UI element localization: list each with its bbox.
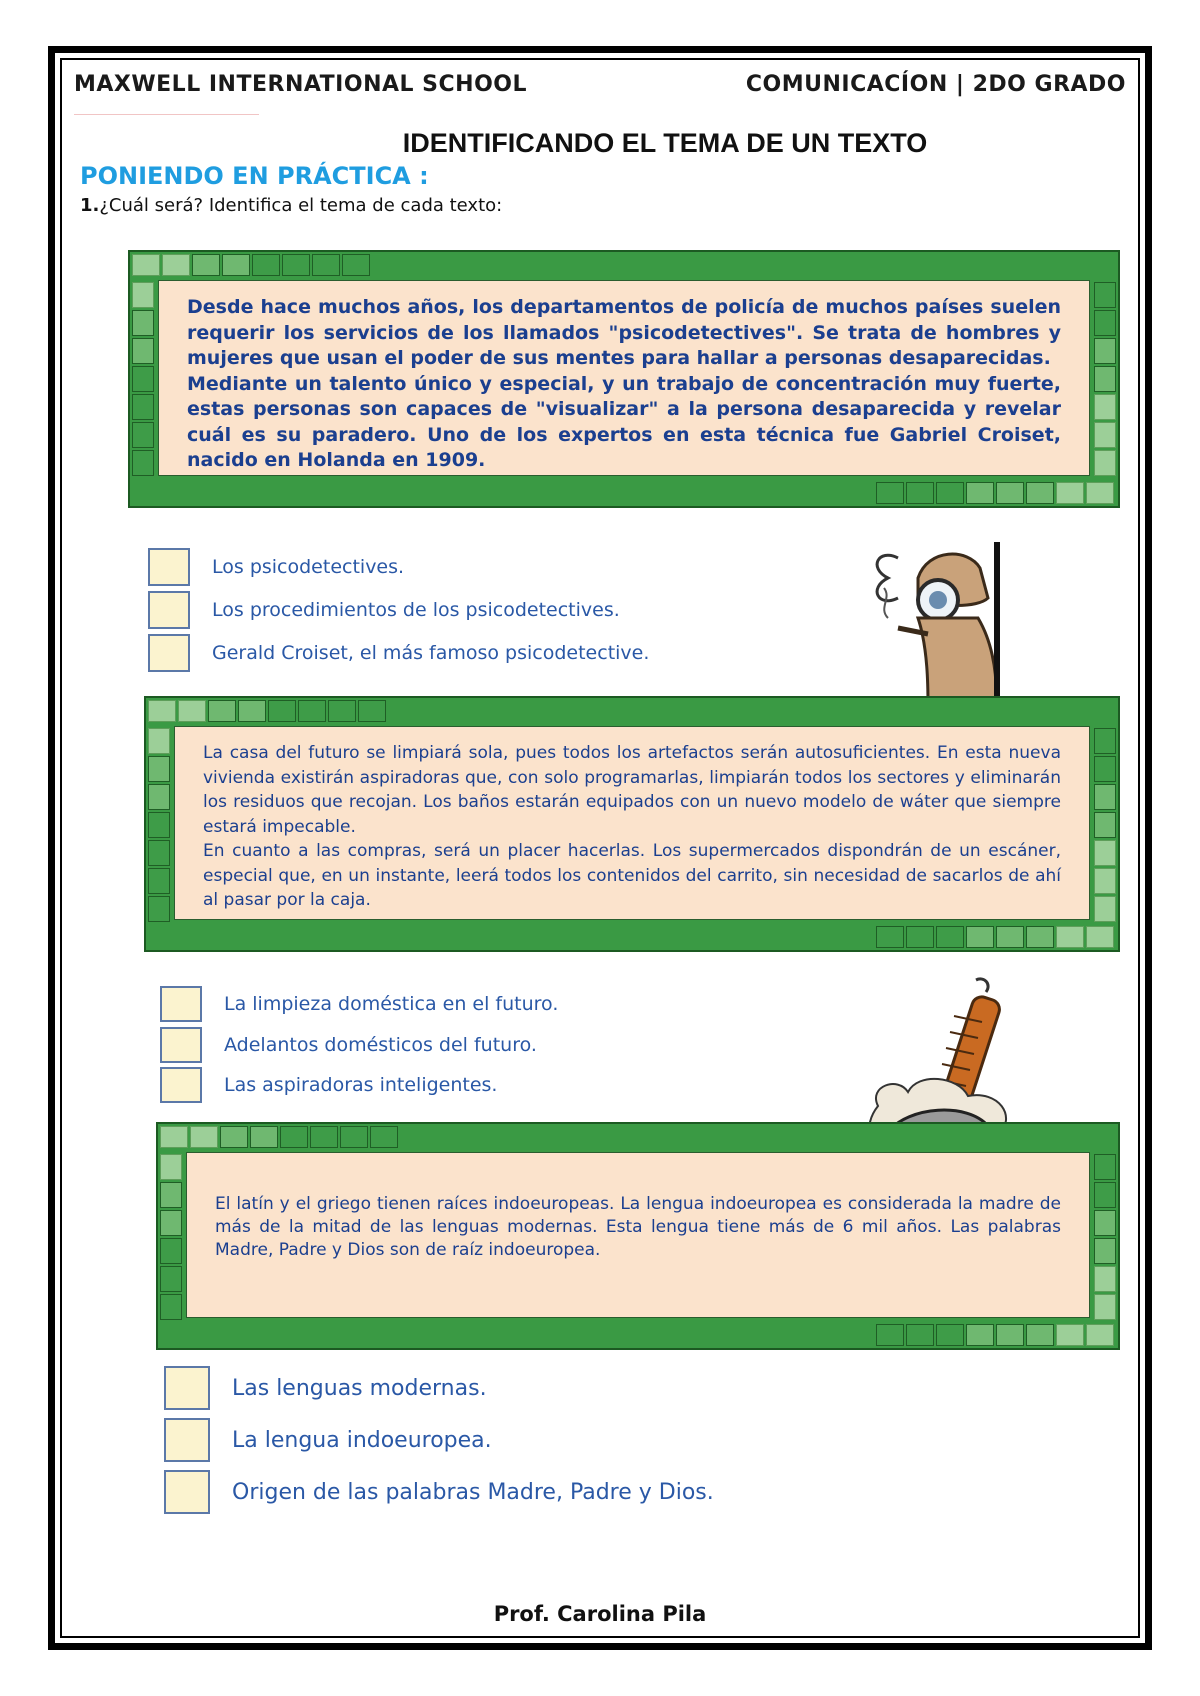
passage-3-option-3[interactable] [164, 1470, 714, 1514]
worksheet-title: IDENTIFICANDO EL TEMA DE UN TEXTO [402, 128, 928, 158]
option-label: Adelantos domésticos del futuro. [224, 1034, 537, 1056]
instruction-text: ¿Cuál será? Identifica el tema de cada texto: [99, 195, 503, 216]
passage-1-paragraph-1: Desde hace muchos años, los departamentos de policía de muchos países suelen requerir los servicios de los llamados "psicodetectives". Se trata de hombres y mujeres que usan el poder de sus mentes para hallar a personas desaparecidas. [187, 296, 1061, 369]
frame-left-blocks [148, 728, 170, 924]
passage-2-panel [174, 726, 1090, 920]
frame-bottom-blocks [876, 1324, 1116, 1346]
option-label: Las aspiradoras inteligentes. [224, 1074, 498, 1096]
option-label: Las lenguas modernas. [232, 1375, 487, 1401]
option-label: Origen de las palabras Madre, Padre y Dios. [232, 1479, 714, 1505]
passage-2-frame [144, 696, 1120, 952]
option-label: La lengua indoeuropea. [232, 1427, 492, 1453]
answer-checkbox[interactable] [160, 1027, 202, 1063]
frame-bottom-blocks [876, 482, 1116, 504]
course-name: COMUNICACÍON | 2DO GRADO [745, 72, 1126, 97]
instruction-number: 1. [80, 195, 100, 216]
passage-2-option-3[interactable] [160, 1067, 497, 1103]
frame-left-blocks [160, 1154, 182, 1322]
passage-3-paragraph-1: El latín y el griego tienen raíces indoeuropeas. La lengua indoeuropea es considerada la madre de más de la mitad de las lenguas modernas. Esta lengua tiene más de 6 mil años. Las palabras Madre, Padre y Dios son de raíz indoeuropea. [215, 1194, 1061, 1260]
passage-3-option-2[interactable] [164, 1418, 492, 1462]
answer-checkbox[interactable] [160, 1067, 202, 1103]
frame-right-blocks [1094, 1154, 1116, 1322]
passage-2-option-2[interactable] [160, 1027, 537, 1063]
passage-1-panel [158, 280, 1090, 476]
frame-right-blocks [1094, 728, 1116, 924]
option-label: Los procedimientos de los psicodetectives. [212, 599, 620, 621]
passage-2-paragraph-1: La casa del futuro se limpiará sola, pues todos los artefactos serán autosuficientes. En esta nueva vivienda existirán aspiradoras que, con solo programarlas, limpiarán todos los sectores y eliminarán los residuos que recojan. Los baños estarán equipados con un nuevo modelo de wáter que siempre estará impecable. [203, 743, 1061, 837]
passage-1-frame [128, 250, 1120, 508]
frame-top-blocks [160, 1126, 400, 1148]
passage-2-paragraph-2: En cuanto a las compras, será un placer hacerlas. Los supermercados dispondrán de un escáner, especial que, en un instante, leerá todos los contenidos del carrito, sin necesidad de sacarlos de ahí al pasar por la caja. [203, 841, 1061, 910]
option-label: La limpieza doméstica en el futuro. [224, 993, 559, 1015]
answer-checkbox[interactable] [164, 1470, 210, 1514]
detective-illustration [858, 538, 1008, 710]
section-heading: PONIENDO EN PRÁCTICA : [80, 162, 429, 190]
passage-3-frame [156, 1122, 1120, 1350]
passage-1-option-2[interactable] [148, 591, 620, 629]
answer-checkbox[interactable] [160, 986, 202, 1022]
answer-checkbox[interactable] [164, 1366, 210, 1410]
passage-1-option-1[interactable] [148, 548, 404, 586]
passage-3-panel [186, 1152, 1090, 1318]
answer-checkbox[interactable] [164, 1418, 210, 1462]
frame-top-blocks [148, 700, 388, 722]
school-name: MAXWELL INTERNATIONAL SCHOOL [74, 72, 528, 97]
header-rule [74, 114, 259, 115]
answer-checkbox[interactable] [148, 634, 190, 672]
passage-3-option-1[interactable] [164, 1366, 487, 1410]
passage-2-option-1[interactable] [160, 986, 558, 1022]
frame-bottom-blocks [876, 926, 1116, 948]
instruction [80, 195, 502, 216]
frame-top-blocks [132, 254, 372, 276]
option-label: Los psicodetectives. [212, 556, 405, 578]
frame-left-blocks [132, 282, 154, 478]
passage-1-option-3[interactable] [148, 634, 649, 672]
passage-1-paragraph-2: Mediante un talento único y especial, y un trabajo de concentración muy fuerte, estas personas son capaces de "visualizar" a la persona desaparecida y revelar cuál es su paradero. Uno de los expertos en esta técnica fue Gabriel Croiset, nacido en Holanda en 1909. [187, 372, 1061, 471]
answer-checkbox[interactable] [148, 591, 190, 629]
option-label: Gerald Croiset, el más famoso psicodetective. [212, 642, 650, 664]
teacher-name: Prof. Carolina Pila [493, 1602, 707, 1626]
frame-right-blocks [1094, 282, 1116, 478]
answer-checkbox[interactable] [148, 548, 190, 586]
